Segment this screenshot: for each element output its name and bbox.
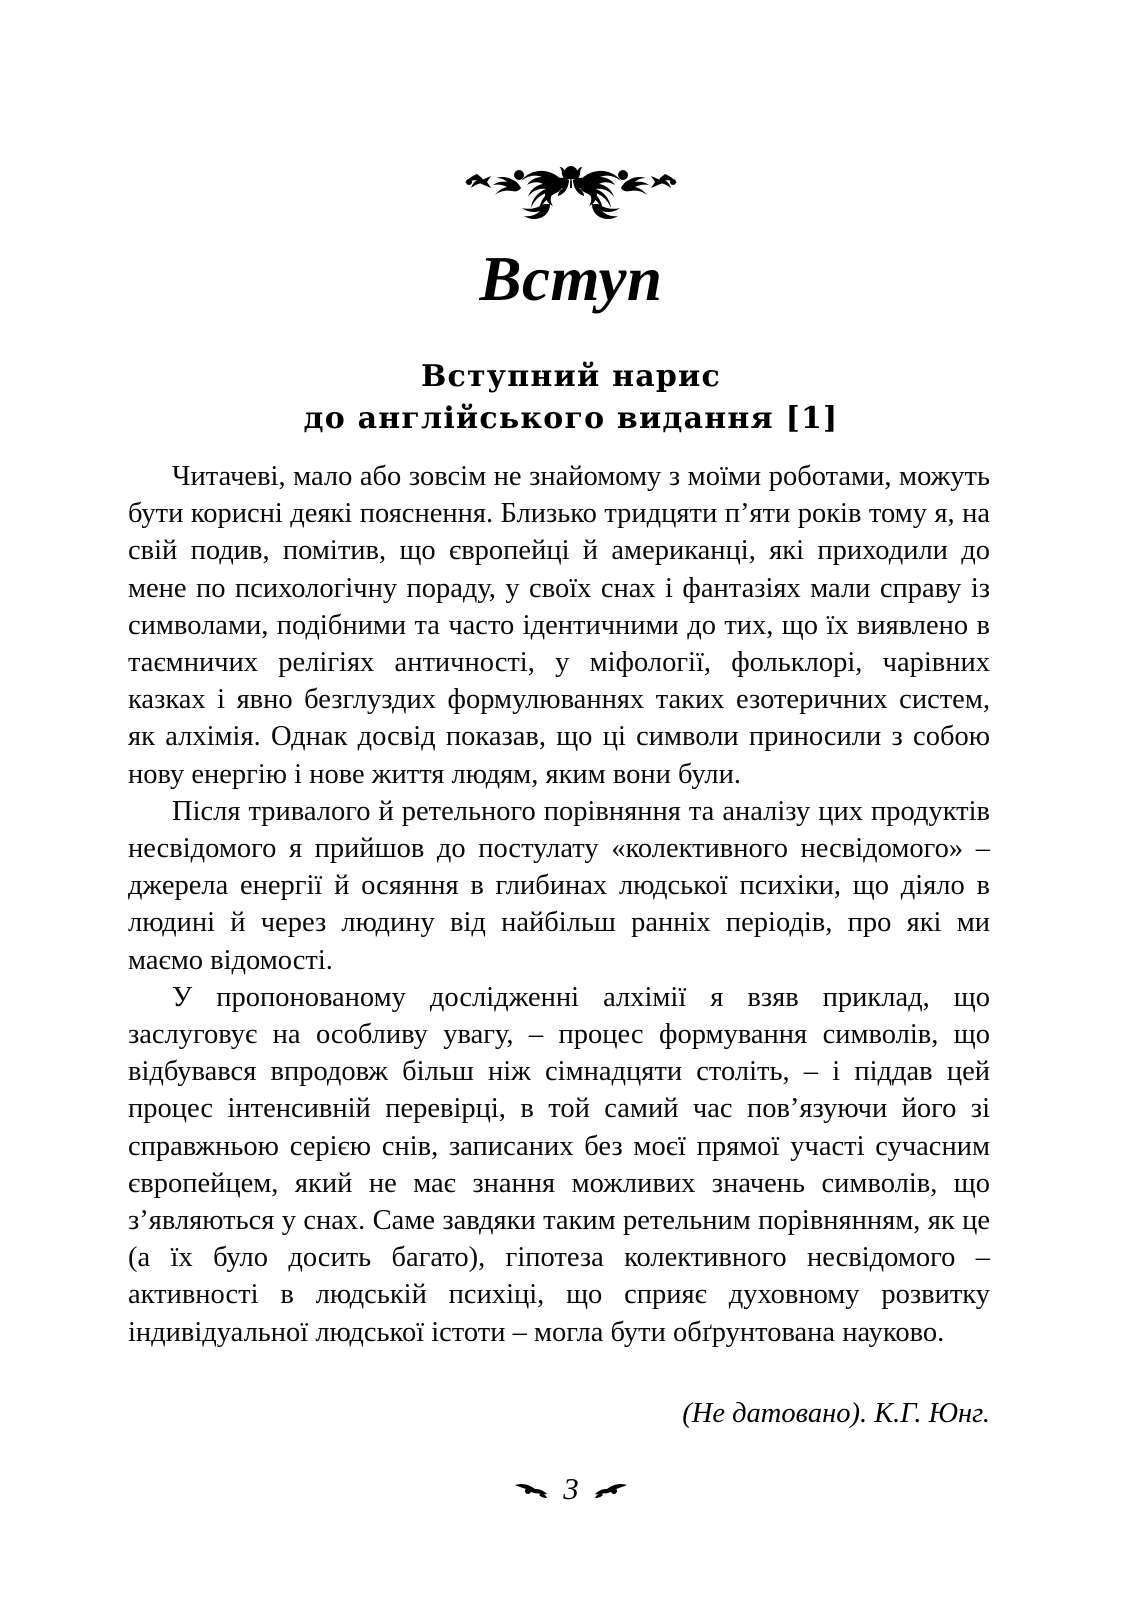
body-text	[128, 458, 990, 1351]
floral-flourish-ornament	[451, 160, 691, 226]
subtitle-line-2: до англійського видання [1]	[303, 401, 839, 436]
leaf-vine-left-icon	[514, 1481, 550, 1499]
paragraph-2: Після тривалого й ретельного порівняння та аналізу цих продуктів несвідомого я прийшов до постулату «колективного несвідомого» – джерела енергії й осяяння в глибинах людської психіки, що діяло в людині й через людину від найбільш ранніх періодів, про які ми маємо відомості.	[128, 795, 990, 976]
author-signature: (Не датовано). К.Г. Юнг.	[682, 1398, 990, 1429]
subtitle-line-1: Вступний нарис	[421, 359, 721, 394]
page-number: 3	[563, 1471, 579, 1506]
leaf-vine-right-icon	[592, 1481, 628, 1499]
subtitle-block	[0, 356, 1142, 440]
paragraph-1: Читачеві, мало або зовсім не знайомому з моїми роботами, можуть бути корисні деякі пояснення. Близько тридцяти п’яти років тому я, на свій подив, помітив, що європейці й американці, які приходили до мене по психологічну пораду, у своїх снах і фантазіях мали справу із символами, подібними та часто ідентичними до тих, що їх виявлено в таємничих релігіях античності, у міфології, фольклорі, чарівних казках і явно безглуздих формулюваннях таких езотеричних систем, як алхімія. Однак досвід показав, що ці символи приносили з собою нову енергію і нове життя людям, яким вони були.	[128, 461, 990, 790]
paragraph-3: У пропонованому дослідженні алхімії я взяв приклад, що заслуговує на особливу увагу, – процес формування символів, що відбувався впродовж більш ніж сімнадцяти століть, – і піддав цей процес інтенсивній перевірці, в той самий час пов’язуючи його зі справжньою серією снів, записаних без моєї прямої участі сучасним європейцем, який не має знання можливих значень символів, що з’являються у снах. Саме завдяки таким ретельним порівнянням, як це (а їх було досить багато), гіпотеза колективного несвідомого – активності в людській психіці, що сприяє духовному розвитку індивідуальної людської істоти – могла бути обґрунтована науково.	[128, 981, 990, 1348]
chapter-title: Вступ	[479, 244, 663, 314]
header-ornament	[0, 160, 1142, 226]
page-footer	[0, 1471, 1142, 1506]
